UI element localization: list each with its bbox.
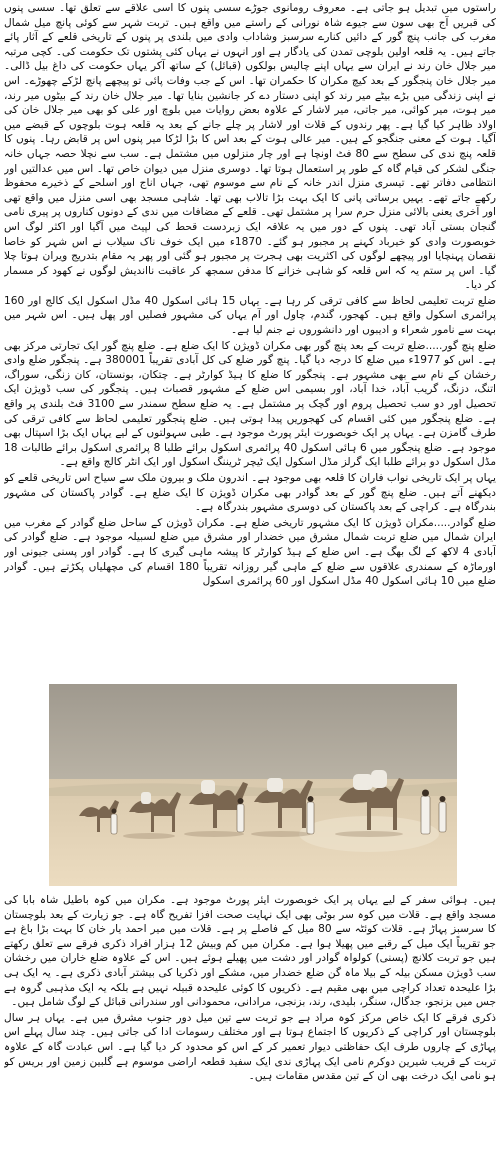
paragraph-history: راستوں میں تبدیل ہو جاتی ہے۔ معروف رومانوی جوڑے سسی پنوں کا اسی علاقے سے تعلق تھا۔ سسی پنوں کی قبریں آج بھی سون سے جیوے شاہ نورانی کے راستے میں واقع ہیں۔ تربت شہر سے کوئی پانچ میل شمال مغرب کی جانب پنچ گور کے دائیں کنارے سرسبز وشاداب وادی میں بلندی پر پنوں کے تاریخی قلعے کے آثار پائے جاتے ہیں۔ یہ قلعہ اولین بلوچی تمدن کی یادگار ہے اور انہوں نے یہاں کئی پشتوں تک حکومت کی۔ کچی مرتبہ میر جلال خان رند نے ایران سے یہاں اپنے چالیس بولکوں (قبائل) کے ساتھ آکر یہاں حکومت کی داغ بیل ڈالی۔ میر جلال خان پنجگور کے بعد کیچ مکران کا حکمران تھا۔ اس کے جب وفات پائی تو پیچھے پانچ لڑکے چھوڑے۔ اس نے اپنی زندگی میں بڑے بیٹے میر رند کو اپنی دستار دے کر جانشین بنایا تھا۔ میر جلال خان رند کے بیٹوں میر رند، میر ہوت، میر کوائی، میر جاتی، میر لاشار کے علاوہ بعض روایات میں بلوچ اور علی کو بھی میر جلال خان کی اولاد ظاہر کیا گیا ہے۔ پھر رندوں کے قلات اور لاشار پر چلے جانے کے بعد یہ قلعہ ہوت بلوچوں کے قبضے میں آگیا۔ ہوت کے معنی جنگجو کے ہیں۔ میر عالی ہوت کے بعد اس کا بڑا لڑکا میر پنوں اس پر قابض رہا۔ پنوں کا قلعہ پنچ ندی کی سطح سے 80 فٹ اونچا ہے اور چار منزلوں میں مشتمل ہے۔ سب سے نچلا حصہ جہاں خانہ جنگی لشکر کی قیام گاہ کے طور پر استعمال ہوتا تھا۔ دوسری منزل میں دیوان خاص تھا۔ اس میں عدالتیں اور انتظامی دفاتر تھے۔ تیسری منزل اندر خانہ کے نام سے موسوم تھی، جہاں اناج اور اسلحے کے ذخیرے محفوظ رکھے جاتے تھے۔ یہیں برساتی پانی کا ایک بہت بڑا تالاب بھی تھا۔ شاہی مسجد بھی اسی منزل میں واقع تھی اور آخری یعنی بالائی منزل حرم سرا پر مشتمل تھی۔ قلعے کے مضافات میں ندی کے دونوں کناروں پر پیری نامی گنجان بستی آباد تھی۔ پنوں کے دور میں یہ علاقہ ایک زبردست قحط کی لپیٹ میں آگیا اور اکثر لوگ اس خوبصورت وادی کو خیرباد کہنے پر مجبور ہو گئے۔ 1870ء میں ایک خوف ناک سیلاب نے اس شہر کو خاصا نقصان پہنچایا اور پیچھے لوگوں کی اکثریت بھی ہجرت پر مجبور ہو گئی اور پھر یہ مقام بتدریج ویران ہوتا چلا گیا۔ اس پر ستم یہ کہ اس قلعہ کو شاہی خزانے کا مدفن سمجھ کر عاقبت نااندیش لوگوں نے کھود کر مسمار کر دیا۔	[4, 2, 496, 292]
paragraph-gwadar: ضلع گوادر.....مکران ڈویژن کا ایک مشہور تاریخی ضلع ہے۔ مکران ڈویژن کے ساحل ضلع گوادر کے مغرب میں ایران شمال میں ضلع تربت شمال مشرق میں خضدار اور مشرق میں ضلع لسبیلہ موجود ہے۔ ضلع گوادر کی آبادی 4 لاکھ کے لگ بھگ ہے۔ اس ضلع کے ہیڈ کوارٹر کا پیشہ ماہی گیری کا ہے۔ گوادر اور پسنی جیونی اور اورماڑہ کے سمندری علاقوں سے ضلع کے ماہی گیر روزانہ تقریباً 180 اقسام کی مچھلیاں پکڑتے ہیں۔ گوادر ضلع میں 10 ہائی اسکول 40 مڈل اسکول اور 60 پرائمری اسکول	[4, 516, 496, 588]
paragraph-zikri: ہیں۔ ہوائی سفر کے لیے یہاں پر ایک خوبصورت ایئر پورٹ موجود ہے۔ مکران میں کوہ باطیل شاہ بابا کی مسجد واقع ہے۔ قلات میں کوہ سر بوٹی بھی ایک نہایت صحت افزا تفریح گاہ ہے۔ جو زیارت کے بعد بلوچستان کا سرسبز پہاڑ ہے۔ قلات کوئٹہ سے 80 میل کے فاصلے پر ہے۔ قلات میں میر احمد یار خان کا بہت بڑا باغ ہے جو تقریباً ایک میل کے رقبے میں پھیلا ہوا ہے۔ مکران میں کم وبیش 12 ہزار افراد ذکری فرقے سے تعلق رکھتے ہیں جو تربت کلانچ (پسنی) کولواہ گوادر اور دشت میں پھیلے ہوئے ہیں۔ اس کے علاوہ ضلع خاران میں رخشان سب ڈویژن مسکن بیلہ کے بیلا ماہ گن ضلع خضدار میں، مشکے اور ذکریا کی بیشتر آبادی ذکری ہے۔ یہ ایک ہی بڑا علیحدہ تعداد کراچی میں بھی مقیم ہے۔ ذکریوں کا کوئی علیحدہ قبیلہ نہیں ہے بلکہ یہ ایک مذہبی گروہ ہے جس میں بزنجو، جدگال، سنگر، بلیدی، رند، بزنجی، مرادانی، محمودانی اور سندرانی قبائل کے لوگ شامل ہیں۔	[4, 894, 496, 1009]
article-text-top	[4, 1, 496, 668]
paragraph-faran-fort: یہاں پر ایک تاریخی نواب فاران کا قلعہ بھی موجود ہے۔ اندرون ملک و بیرون ملک سے سیاح اس تاریخی قلعے کو دیکھنے آتے ہیں۔ ضلع پنچ گور کے بعد گوادر بھی مکران ڈویژن کا ایک ضلع ہے۔ گوادر پاکستان کی مشہور بندرگاہ ہے۔ کراچی کے بعد پاکستان کی دوسری مشہور بندرگاہ ہے۔	[4, 472, 496, 514]
paragraph-panjgur: ضلع پنچ گور.....ضلع تربت کے بعد پنچ گور بھی مکران ڈویژن کا ایک ضلع ہے۔ ضلع پنچ گور ایک تجارتی مرکز بھی ہے۔ اس کو 1977ء میں ضلع کا درجہ دیا گیا۔ پنچ گور ضلع کی کل آبادی تقریباً 380001 ہے۔ پنجگور ضلع وادی رخشان کے نام سے بھی مشہور ہے۔ پنجگور کا ضلع کا ہیڈ کوارٹر ہے۔ چتکان، بونستان، کان زنگی، سوراگ، اتنگ، دزنگ، گریب آباد، خدا آباد، اور بسیمی اس ضلع کے مشہور قصبات ہیں۔ پنجگور کی سب ڈویژن ایک تحصیل اور دو سب تحصیل پروم اور گچک پر مشتمل ہے۔ یہ ضلع سطح سمندر سے 3100 فٹ بلندی پر واقع ہے۔ ضلع پنجگور میں کئی اقسام کی کھجوریں پیدا ہوتی ہیں۔ ضلع پنجگور تعلیمی لحاظ سے کافی ترقی کی طرف گامزن ہے۔ یہاں پر ایک خوبصورت ایئر پورٹ موجود ہے۔ طبی سہولتوں کے لیے یہاں ایک بڑا اسپتال بھی موجود ہے۔ ضلع پنجگور میں 6 ہائی اسکول 40 پرائمری اسکول برائے طلبا 8 پرائمری اسکول برائے طالبات 18 مڈل اسکول دو برائے طلبا ایک گرلز مڈل اسکول ایک ٹیچر ٹریننگ اسکول اور ایک انٹر کالج واقع ہے۔	[4, 339, 496, 469]
paragraph-turbat-education: ضلع تربت تعلیمی لحاظ سے کافی ترقی کر رہا ہے۔ یہاں 15 ہائی اسکول 40 مڈل اسکول ایک کالج اور 160 پرائمری اسکول واقع ہیں۔ کھجور، گندم، چاول اور آم یہاں کی مشہور فصلیں اور پھل ہیں۔ اس شہر میں بہت سے نامور شعراء و ادیبوں اور دانشوروں نے جنم لیا ہے۔	[4, 294, 496, 337]
camel-caravan-image	[49, 684, 457, 886]
paragraph-koh-murad: ذکری فرقے کا ایک خاص مرکز کوہ مراد ہے جو تربت سے تین میل دور جنوب مشرق میں ہے۔ یہاں ہر سال بلوچستان اور کراچی کے ذکریوں کا اجتماع ہوتا ہے اور مختلف رسومات ادا کی جاتی ہیں۔ چند سال پہلے اس پہاڑی کے چاروں طرف ایک حفاظتی دیوار تعمیر کر کے اس کو محدود کر دیا گیا ہے۔ اس عبادت گاہ کے علاوہ تربت کے قریب شیرین دوکرم نامی ایک پہاڑی ندی ایک سفید قطعہ اراضی موسوم ہے گلبین زمین اور بریس کو ہو نامی ایک درخت بھی ان کے تین مقدس مقامات ہیں۔	[4, 1011, 496, 1083]
camel-caravan-photo	[49, 684, 457, 886]
article-text-bottom	[4, 893, 496, 1151]
